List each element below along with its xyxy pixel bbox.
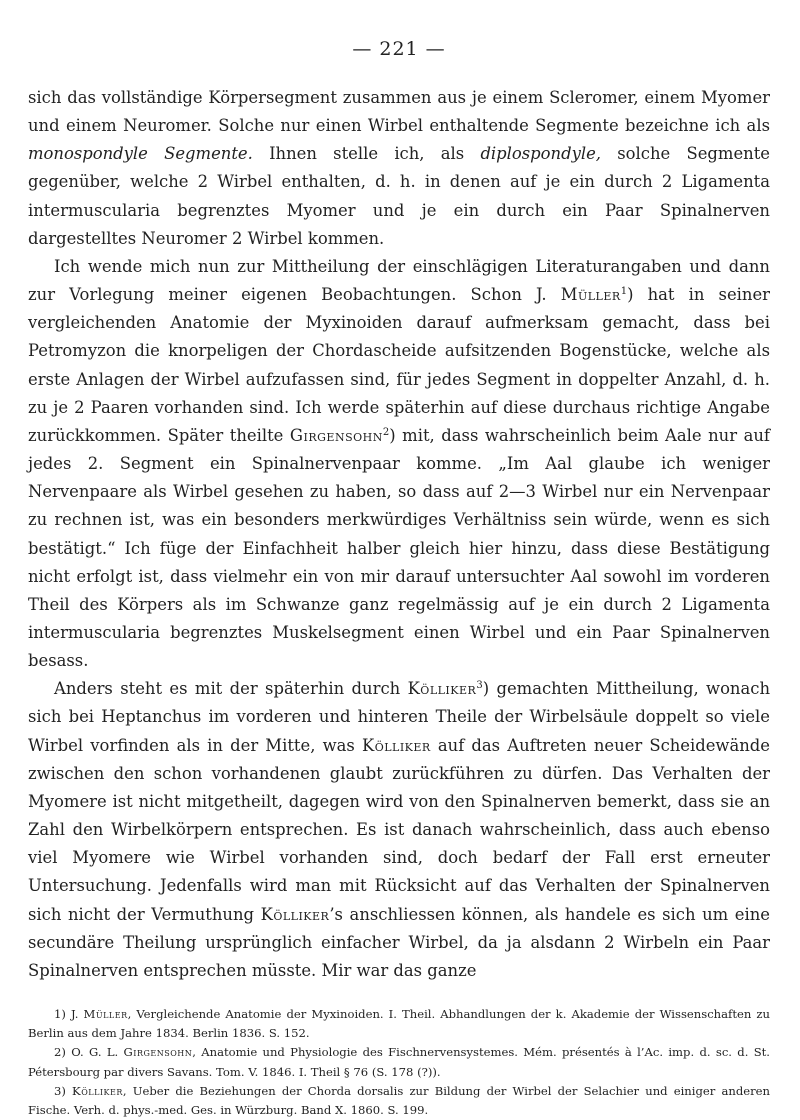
paragraph-2 bbox=[28, 253, 770, 675]
author-name: Girgensohn bbox=[289, 425, 383, 445]
footnote-text: , Vergleichende Anatomie der Myxinoiden. I. Theil. Abhandlungen der k. Akademie der Wissenschaften zu Berlin aus dem Jahre 1834. Berlin 1836. S. 152. bbox=[28, 1007, 770, 1041]
text-run: ) gemachten Mittheilung, wonach sich bei Heptanchus im vorderen und hinteren Theile der Wirbelsäule doppelt so viele Wirbel vorfinden als in der Mitte, was bbox=[28, 679, 770, 755]
footnote-3 bbox=[28, 1082, 770, 1120]
author-name: Kölliker bbox=[361, 735, 431, 755]
footnotes bbox=[28, 1005, 770, 1120]
term-diplospondyle: diplospondyle, bbox=[480, 144, 602, 164]
term-monospondyle: monospondyle Segmente. bbox=[28, 144, 253, 164]
text-run: Ich wende mich nun zur Mittheilung der einschlägigen Literaturangaben und dann zur Vorlegung meiner eigenen Beobachtungen. Schon J. bbox=[28, 256, 770, 305]
footnote-number: 2) O. G. L. bbox=[54, 1045, 124, 1060]
author-name: Kölliker bbox=[407, 679, 477, 699]
footnote-2 bbox=[28, 1043, 770, 1081]
paragraph-1 bbox=[28, 84, 770, 253]
text-run: auf das Auftreten neuer Scheidewände zwischen den schon vorhandenen glaubt zurückführen zu dürfen. Das Verhalten der Myomere ist nicht mitgetheilt, dagegen wird von den Spinalnerven bemerkt, dass sie an Zahl den Wirbelkörpern entsprechen. Es ist danach wahrscheinlich, dass auch ebenso viel Myomere wie Wirbel vorhanden sind, doch bedarf der Fall erst erneuter Untersuchung. Jedenfalls wird man mit Rücksicht auf das Verhalten der Spinalnerven sich nicht der Vermuthung bbox=[28, 735, 770, 924]
author-name: Girgensohn bbox=[123, 1045, 193, 1060]
footnote-text: , Anatomie und Physiologie des Fischnervensystemes. Mém. présentés à l’Ac. imp. d. sc. d. St. Pétersbourg par divers Savans. Tom. V. 1846. I. Theil § 76 (S. 178 (?)). bbox=[28, 1045, 770, 1079]
author-name: Kölliker bbox=[72, 1083, 123, 1098]
body-text bbox=[28, 84, 770, 985]
footnote-number: 3) bbox=[54, 1083, 73, 1098]
author-name: Müller bbox=[560, 285, 621, 305]
text-run: ) hat in seiner vergleichenden Anatomie der Myxinoiden darauf aufmerksam gemacht, dass bei Petromyzon die knorpeligen der Chordascheide aufsitzenden Bogenstücke, welche als erste Anlagen der Wirbel aufzufassen sind, für jedes Segment in doppelter Anzahl, d. h. zu je 2 Paaren vorhanden sind. Ich werde späterhin auf diese durchaus richtige Angabe zurückkommen. Später theilte bbox=[28, 285, 771, 445]
author-name: Kölliker bbox=[260, 904, 330, 924]
footnote-ref[interactable]: 1 bbox=[620, 286, 628, 298]
footnote-1 bbox=[28, 1005, 770, 1043]
page-number: — 221 — bbox=[352, 38, 446, 60]
footnote-number: 1) J. bbox=[54, 1007, 84, 1021]
text-run: ’s anschliessen können, als handele es sich um eine secundäre Theilung ursprünglich einfacher Wirbel, da ja alsdann 2 Wirbeln ein Paar Spinalnerven entsprechen müsste. Mir war das ganze bbox=[28, 904, 770, 980]
footnote-ref[interactable]: 2 bbox=[382, 426, 390, 438]
paragraph-3 bbox=[28, 675, 770, 985]
text-run: Ihnen stelle ich, als bbox=[252, 144, 481, 164]
text-run: ) mit, dass wahrscheinlich beim Aale nur auf jedes 2. Segment ein Spinalnervenpaar komme. „Im Aal glaube ich weniger Nervenpaare als Wirbel gesehen zu haben, so dass auf 2—3 Wirbel nur ein Nervenpaar zu rechnen ist, was ein besonders merkwürdiges Verhältniss sein würde, wenn es sich bestätigt.“ Ich füge der Einfachheit halber gleich hier hinzu, dass diese Bestätigung nicht erfolgt ist, dass vielmehr ein von mir darauf untersuchter Aal sowohl im vorderen Theil des Körpers als im Schwanze ganz regelmässig auf je ein durch 2 Ligamenta intermuscularia begrenztes Muskelsegment einen Wirbel und ein Paar Spinalnerven besass. bbox=[28, 425, 770, 671]
footnote-ref[interactable]: 3 bbox=[476, 680, 483, 692]
footnote-text: , Ueber die Beziehungen der Chorda dorsalis zur Bildung der Wirbel der Selachier und einiger anderen Fische. Verh. d. phys.-med. Ges. in Würzburg. Band X. 1860. S. 199. bbox=[28, 1083, 770, 1118]
text-run: solche Segmente gegenüber, welche 2 Wirbel enthalten, d. h. in denen auf je ein durch 2 Ligamenta intermuscularia begrenztes Myomer und je ein durch ein Paar Spinalnerven dargestelltes Neuromer 2 Wirbel kommen. bbox=[28, 144, 770, 248]
text-run: Anders steht es mit der späterhin durch bbox=[54, 679, 408, 699]
text-run: sich das vollständige Körpersegment zusammen aus je einem Scleromer, einem Myomer und einem Neuromer. Solche nur einen Wirbel enthaltende Segmente bezeichne ich als bbox=[28, 88, 770, 136]
author-name: Müller bbox=[83, 1007, 128, 1021]
